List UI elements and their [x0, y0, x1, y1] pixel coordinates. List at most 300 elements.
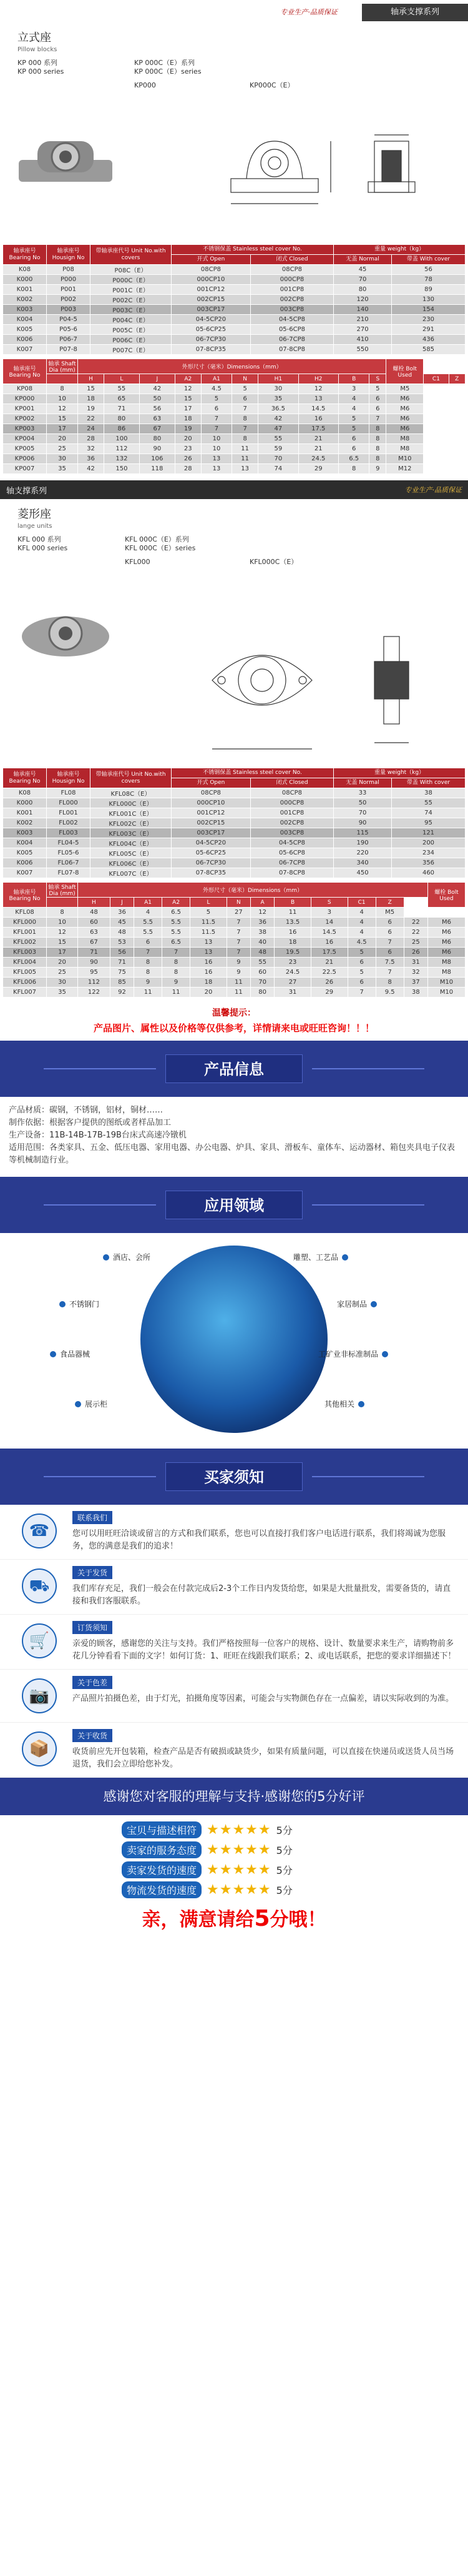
- table-row: [3, 848, 466, 858]
- table-cell: 003CP17: [172, 305, 251, 315]
- table-cell: 38: [404, 988, 427, 998]
- bullet-icon: [59, 1301, 66, 1307]
- table-cell: M6: [428, 928, 466, 938]
- table-cell: 11: [232, 454, 258, 464]
- table-cell: 8: [369, 454, 386, 464]
- table-cell: 234: [392, 848, 466, 858]
- table-cell: 89: [392, 285, 466, 295]
- table-cell: KFL004C（E）: [90, 838, 172, 848]
- table-cell: 6: [369, 394, 386, 404]
- band-right: 专业生产·品质保证: [404, 486, 462, 494]
- table-body: [3, 908, 466, 998]
- model-label: KP000: [134, 81, 156, 89]
- table-cell: 29: [311, 988, 348, 998]
- table-cell: P08C（E）: [90, 265, 172, 275]
- section-title: 轴承支撑系列: [362, 4, 468, 21]
- table-row: [3, 454, 466, 464]
- col-header: 轴承座号 Bearing No: [3, 359, 47, 384]
- table-row: [3, 958, 466, 968]
- application-area: [0, 1233, 468, 1449]
- table-cell: 8: [162, 958, 190, 968]
- table-cell: 450: [334, 868, 392, 878]
- warning-title: 温馨提示：: [212, 1008, 256, 1018]
- table-cell: 6: [348, 958, 376, 968]
- purchase-title: 买家须知: [165, 1462, 303, 1491]
- table-cell: 8: [134, 968, 162, 978]
- table-cell: 55: [258, 434, 298, 444]
- table-cell: 7: [227, 918, 250, 928]
- table-cell: 5: [348, 968, 376, 978]
- divider: [44, 1204, 156, 1206]
- product-subtitle: lange units: [17, 523, 52, 530]
- table-cell: 95: [78, 968, 110, 978]
- table-cell: 80: [334, 285, 392, 295]
- table-cell: 8: [232, 434, 258, 444]
- package-icon: 📦: [22, 1731, 57, 1766]
- table-cell: P04-5: [47, 315, 90, 325]
- col-header: L: [190, 898, 227, 908]
- table-cell: 003CP8: [250, 828, 333, 838]
- table-cell: 07-8CP35: [172, 868, 251, 878]
- table-cell: 25: [47, 444, 78, 454]
- table-cell: M6: [428, 948, 466, 958]
- table-row: [3, 464, 466, 474]
- table-cell: 08CP8: [172, 788, 251, 798]
- notice-body: 收货前应先开包装箱，检查产品是否有破损或缺货少，如果有质量问题，可以直接在快递员或送货人员当场退货，我们会立即给您补发。: [72, 1747, 454, 1769]
- rating-line: 宝贝与描述相符 ★★★★★ 5分: [122, 1821, 293, 1838]
- table-cell: 10: [47, 394, 78, 404]
- table-row: [3, 858, 466, 868]
- table-cell: 002CP8: [250, 818, 333, 828]
- series-block: [125, 535, 195, 553]
- table-cell: 55: [392, 798, 466, 808]
- notice-tag: 关于发货: [72, 1566, 112, 1579]
- table-cell: 90: [139, 444, 175, 454]
- col-header: 不锈钢保盖 Stainless steel cover No.: [172, 245, 334, 255]
- table-cell: 100: [104, 434, 139, 444]
- table-cell: 40: [251, 938, 275, 948]
- spec-table-1: [2, 244, 466, 355]
- table-cell: 05-6CP25: [172, 848, 251, 858]
- table-cell: 5: [348, 948, 376, 958]
- table-cell: 8: [376, 978, 404, 988]
- table-cell: FL07-8: [47, 868, 90, 878]
- table-cell: FL05-6: [47, 848, 90, 858]
- stars-icon: ★★★★★: [207, 1862, 271, 1878]
- table-cell: 9: [369, 464, 386, 474]
- col-header: C1: [424, 374, 449, 384]
- table-cell: 6.5: [162, 908, 190, 918]
- table-cell: 13.5: [275, 918, 311, 928]
- notice-icon-wrap: [11, 1566, 67, 1606]
- table-cell: 17.5: [311, 948, 348, 958]
- table-cell: K002: [3, 818, 47, 828]
- table-cell: 9: [227, 968, 250, 978]
- spec-table-2: [2, 768, 466, 878]
- table-cell: 002CP15: [172, 295, 251, 305]
- section-band: [0, 480, 468, 499]
- table-cell: 16: [275, 928, 311, 938]
- table-cell: 8: [369, 444, 386, 454]
- table-cell: 003CP17: [172, 828, 251, 838]
- flange-unit-header: [0, 499, 468, 593]
- table-cell: 60: [251, 968, 275, 978]
- col-header: N: [232, 374, 258, 384]
- table-cell: K007: [3, 345, 47, 355]
- table-cell: 16: [298, 414, 338, 424]
- table-cell: K005: [3, 325, 47, 335]
- table-cell: 4.5: [348, 938, 376, 948]
- application-item: 展示柜: [75, 1399, 107, 1409]
- col-header: N: [227, 898, 250, 908]
- table-cell: 18: [175, 414, 201, 424]
- band-left: 轴支撑系列: [6, 486, 47, 496]
- table-cell: 112: [78, 978, 110, 988]
- notice-item: [0, 1670, 468, 1723]
- table-cell: P001: [47, 285, 90, 295]
- table-cell: 67: [78, 938, 110, 948]
- table-cell: K000: [3, 798, 47, 808]
- table-cell: 26: [311, 978, 348, 988]
- table-cell: 5.5: [162, 918, 190, 928]
- table-cell: M8: [428, 968, 466, 978]
- rating-line: 物流发货的速度 ★★★★★ 5分: [122, 1881, 293, 1898]
- col-header: 重量 weight（kg）: [334, 245, 466, 255]
- rating-line: 卖家的服务态度 ★★★★★ 5分: [122, 1841, 293, 1858]
- table-cell: 150: [104, 464, 139, 474]
- globe-image: [140, 1246, 328, 1433]
- table-cell: 3: [311, 908, 348, 918]
- table-cell: 7: [201, 424, 232, 434]
- table-cell: 11.5: [190, 928, 227, 938]
- table-row: [3, 968, 466, 978]
- table-cell: 8: [339, 464, 369, 474]
- table-cell: 25: [47, 968, 78, 978]
- table-cell: 07-8CP8: [250, 868, 333, 878]
- series-block: [17, 59, 64, 76]
- table-cell: K000: [3, 275, 47, 285]
- table-cell: 4: [339, 394, 369, 404]
- table-cell: 36: [251, 918, 275, 928]
- table-row: [3, 434, 466, 444]
- table-cell: 220: [334, 848, 392, 858]
- divider: [44, 1068, 156, 1069]
- table-row: [3, 404, 466, 414]
- table-cell: 31: [275, 988, 311, 998]
- table-cell: KP000: [3, 394, 47, 404]
- table-cell: 04-5CP20: [172, 838, 251, 848]
- table-row: [3, 988, 466, 998]
- table-cell: 585: [392, 345, 466, 355]
- table-cell: 5: [190, 908, 227, 918]
- col-header: 轴承 Shaft Dia (mm): [47, 359, 78, 374]
- table-row: [3, 424, 466, 434]
- side-view-drawing: [374, 637, 409, 743]
- table-cell: 42: [78, 464, 104, 474]
- table-cell: P006C（E）: [90, 335, 172, 345]
- table-cell: 4: [134, 908, 162, 918]
- table-cell: 70: [258, 454, 298, 464]
- bullet-icon: [382, 1351, 388, 1357]
- table-cell: 11: [275, 908, 311, 918]
- table-body: [3, 788, 466, 878]
- table-cell: 26: [175, 454, 201, 464]
- table-cell: 230: [392, 315, 466, 325]
- table-row: [3, 868, 466, 878]
- free-shipping-icon: ⛟: [22, 1568, 57, 1603]
- bullet-icon: [342, 1254, 348, 1261]
- table-cell: 48: [251, 948, 275, 958]
- table-cell: 118: [139, 464, 175, 474]
- divider: [312, 1204, 424, 1206]
- table-cell: 7: [376, 938, 404, 948]
- col-header: 外形尺寸（毫米）Dimensions（mm）: [78, 883, 428, 898]
- table-cell: 18: [78, 394, 104, 404]
- table-cell: 8: [369, 434, 386, 444]
- table-cell: 23: [275, 958, 311, 968]
- table-cell: 16: [190, 968, 227, 978]
- table-cell: 55: [104, 384, 139, 394]
- table-cell: M6: [386, 424, 424, 434]
- table-row: [3, 335, 466, 345]
- table-cell: KFL007: [3, 988, 47, 998]
- table-cell: K001: [3, 808, 47, 818]
- table-cell: KFL002C（E）: [90, 818, 172, 828]
- table-cell: 132: [104, 454, 139, 464]
- model-label: KFL000C（E）: [250, 558, 298, 566]
- product-drawing: [0, 116, 468, 244]
- col-header: [47, 898, 78, 908]
- table-cell: P001C（E）: [90, 285, 172, 295]
- col-header: A1: [134, 898, 162, 908]
- bearing-photo: [19, 141, 112, 182]
- notice-icon-wrap: [11, 1511, 67, 1551]
- application-title: 应用领域: [165, 1191, 303, 1219]
- series-label: KP 000 系列: [17, 59, 57, 67]
- col-header: 闭式 Closed: [250, 255, 333, 265]
- table-cell: KFL08C（E）: [90, 788, 172, 798]
- table-cell: 12: [251, 908, 275, 918]
- table-cell: 30: [47, 454, 78, 464]
- col-header: J: [110, 898, 134, 908]
- table-cell: 5.5: [162, 928, 190, 938]
- table-cell: 71: [78, 948, 110, 958]
- table-cell: 6: [339, 434, 369, 444]
- table-cell: 6: [376, 918, 404, 928]
- info-line: 产品材质：碳钢，不锈钢，铝材，铜材……: [9, 1106, 163, 1115]
- table-body: [3, 265, 466, 355]
- notice-tag: 联系我们: [72, 1511, 112, 1524]
- table-cell: 08CP8: [250, 265, 333, 275]
- application-item: 工矿业非标准制品: [318, 1349, 388, 1359]
- table-cell: 15: [175, 394, 201, 404]
- table-row: [3, 838, 466, 848]
- col-header: 轴承 Shaft Dia (mm): [47, 883, 78, 898]
- table-cell: 22.5: [311, 968, 348, 978]
- notice-item: [0, 1723, 468, 1778]
- col-header: 无盖 Normal: [334, 778, 392, 788]
- table-cell: 8: [232, 414, 258, 424]
- col-header: L: [104, 374, 139, 384]
- notice-icon-wrap: [11, 1729, 67, 1769]
- table-cell: 6: [339, 444, 369, 454]
- table-cell: 6: [232, 394, 258, 404]
- thanks-banner: 感谢您对客服的理解与支持·感谢您的5分好评: [0, 1778, 468, 1815]
- table-cell: 11.5: [190, 918, 227, 928]
- table-cell: 6: [376, 948, 404, 958]
- table-cell: 7: [376, 968, 404, 978]
- col-header: 带盖 With cover: [392, 255, 466, 265]
- table-cell: 8: [47, 384, 78, 394]
- table-cell: 48: [110, 928, 134, 938]
- table-cell: 8: [134, 958, 162, 968]
- table-cell: 8: [47, 908, 78, 918]
- table-cell: 13: [298, 394, 338, 404]
- notice-list: [0, 1505, 468, 1778]
- table-cell: 6.5: [339, 454, 369, 464]
- table-cell: 22: [404, 928, 427, 938]
- col-header: A: [251, 898, 275, 908]
- col-header: 无盖 Normal: [334, 255, 392, 265]
- col-header: 开式 Open: [172, 778, 251, 788]
- table-cell: FL06-7: [47, 858, 90, 868]
- table-cell: 08CP8: [250, 788, 333, 798]
- notice-body: 产品照片拍摄色差，由于灯光，拍摄角度等因素，可能会与实物颜色存在一点偏差，请以实际收到的为准。: [72, 1694, 454, 1703]
- table-cell: 291: [392, 325, 466, 335]
- table-cell: KFL005: [3, 968, 47, 978]
- table-cell: 36: [78, 454, 104, 464]
- table-cell: K004: [3, 315, 47, 325]
- bullet-icon: [358, 1401, 364, 1407]
- col-header: A2: [162, 898, 190, 908]
- table-cell: 001CP12: [172, 808, 251, 818]
- table-cell: 12: [175, 384, 201, 394]
- table-cell: 32: [404, 968, 427, 978]
- col-header: 带轴承座代号 Unit No.with covers: [90, 768, 172, 788]
- table-cell: 6: [369, 404, 386, 414]
- notice-text: [72, 1511, 457, 1553]
- table-cell: 65: [104, 394, 139, 404]
- table-cell: 19: [175, 424, 201, 434]
- purchase-header: [0, 1449, 468, 1505]
- table-cell: 04-5CP8: [250, 838, 333, 848]
- table-cell: FL003: [47, 828, 90, 838]
- table-cell: K006: [3, 335, 47, 345]
- table-cell: M12: [386, 464, 424, 474]
- table-cell: 55: [251, 958, 275, 968]
- product-drawing: [0, 593, 468, 768]
- table-cell: 13: [232, 464, 258, 474]
- table-cell: 6: [376, 928, 404, 938]
- table-cell: 7: [201, 414, 232, 424]
- table-cell: 70: [251, 978, 275, 988]
- col-header: J: [139, 374, 175, 384]
- table-cell: 6: [134, 938, 162, 948]
- table-cell: 5: [339, 414, 369, 424]
- table-cell: 000CP8: [250, 798, 333, 808]
- series-label: KP 000 series: [17, 67, 64, 76]
- table-cell: 56: [392, 265, 466, 275]
- table-cell: 22: [78, 414, 104, 424]
- table-row: [3, 275, 466, 285]
- table-cell: 140: [334, 305, 392, 315]
- table-cell: 002CP15: [172, 818, 251, 828]
- bullet-icon: [75, 1401, 81, 1407]
- col-header: 不锈钢保盖 Stainless steel cover No.: [172, 768, 334, 778]
- table-cell: P08: [47, 265, 90, 275]
- table-cell: 11: [227, 988, 250, 998]
- table-cell: KFL000: [3, 918, 47, 928]
- notice-text: [72, 1676, 457, 1705]
- info-line: 制作依据：根据客户提供的图纸或者样品加工: [9, 1118, 172, 1127]
- table-cell: 001CP8: [250, 285, 333, 295]
- table-cell: 7: [227, 928, 250, 938]
- table-cell: KFL002: [3, 938, 47, 948]
- table-cell: 63: [139, 414, 175, 424]
- table-cell: 22: [404, 918, 427, 928]
- table-row: [3, 938, 466, 948]
- table-cell: 8: [162, 968, 190, 978]
- table-cell: 20: [175, 434, 201, 444]
- table-cell: 38: [392, 788, 466, 798]
- table-cell: 86: [104, 424, 139, 434]
- divider: [312, 1476, 424, 1477]
- notice-body: 您可以用旺旺洽谈或留言的方式和我们联系，您也可以直接打我们客户电话进行联系，我们将竭诚为您服务，您的满意是我们的追求！: [72, 1529, 446, 1551]
- col-header: B: [275, 898, 311, 908]
- cart-icon: 🛒: [22, 1623, 57, 1658]
- application-item: 食品器械: [50, 1349, 90, 1359]
- table-cell: 06-7CP30: [172, 858, 251, 868]
- table-cell: 56: [110, 948, 134, 958]
- notice-tag: 关于收货: [72, 1729, 112, 1742]
- table-cell: KFL001C（E）: [90, 808, 172, 818]
- table-row: [3, 788, 466, 798]
- table-cell: P002C（E）: [90, 295, 172, 305]
- table-cell: 36.5: [258, 404, 298, 414]
- table-cell: 7: [162, 948, 190, 958]
- table-cell: P07-8: [47, 345, 90, 355]
- col-header: 带盖 With cover: [392, 778, 466, 788]
- bullet-icon: [50, 1351, 56, 1357]
- table-cell: 4: [339, 404, 369, 414]
- table-cell: 06-7CP30: [172, 335, 251, 345]
- notice-item: [0, 1560, 468, 1615]
- divider: [312, 1068, 424, 1069]
- table-cell: KP004: [3, 434, 47, 444]
- table-cell: 70: [334, 808, 392, 818]
- table-cell: 121: [392, 828, 466, 838]
- notice-text: [72, 1566, 457, 1608]
- table-cell: 37: [404, 978, 427, 988]
- table-cell: P005C（E）: [90, 325, 172, 335]
- table-cell: 17: [47, 424, 78, 434]
- table-cell: 35: [258, 394, 298, 404]
- rating-area: [0, 1815, 468, 1934]
- table-cell: 47: [258, 424, 298, 434]
- table-cell: 31: [404, 958, 427, 968]
- table-cell: KFL005C（E）: [90, 848, 172, 858]
- table-cell: 17: [47, 948, 78, 958]
- table-row: [3, 798, 466, 808]
- table-cell: P05-6: [47, 325, 90, 335]
- table-row: [3, 818, 466, 828]
- table-cell: 60: [78, 918, 110, 928]
- product-info-title: 产品信息: [165, 1054, 303, 1083]
- table-cell: 28: [78, 434, 104, 444]
- table-cell: 340: [334, 858, 392, 868]
- table-cell: M10: [428, 978, 466, 988]
- table-row: [3, 345, 466, 355]
